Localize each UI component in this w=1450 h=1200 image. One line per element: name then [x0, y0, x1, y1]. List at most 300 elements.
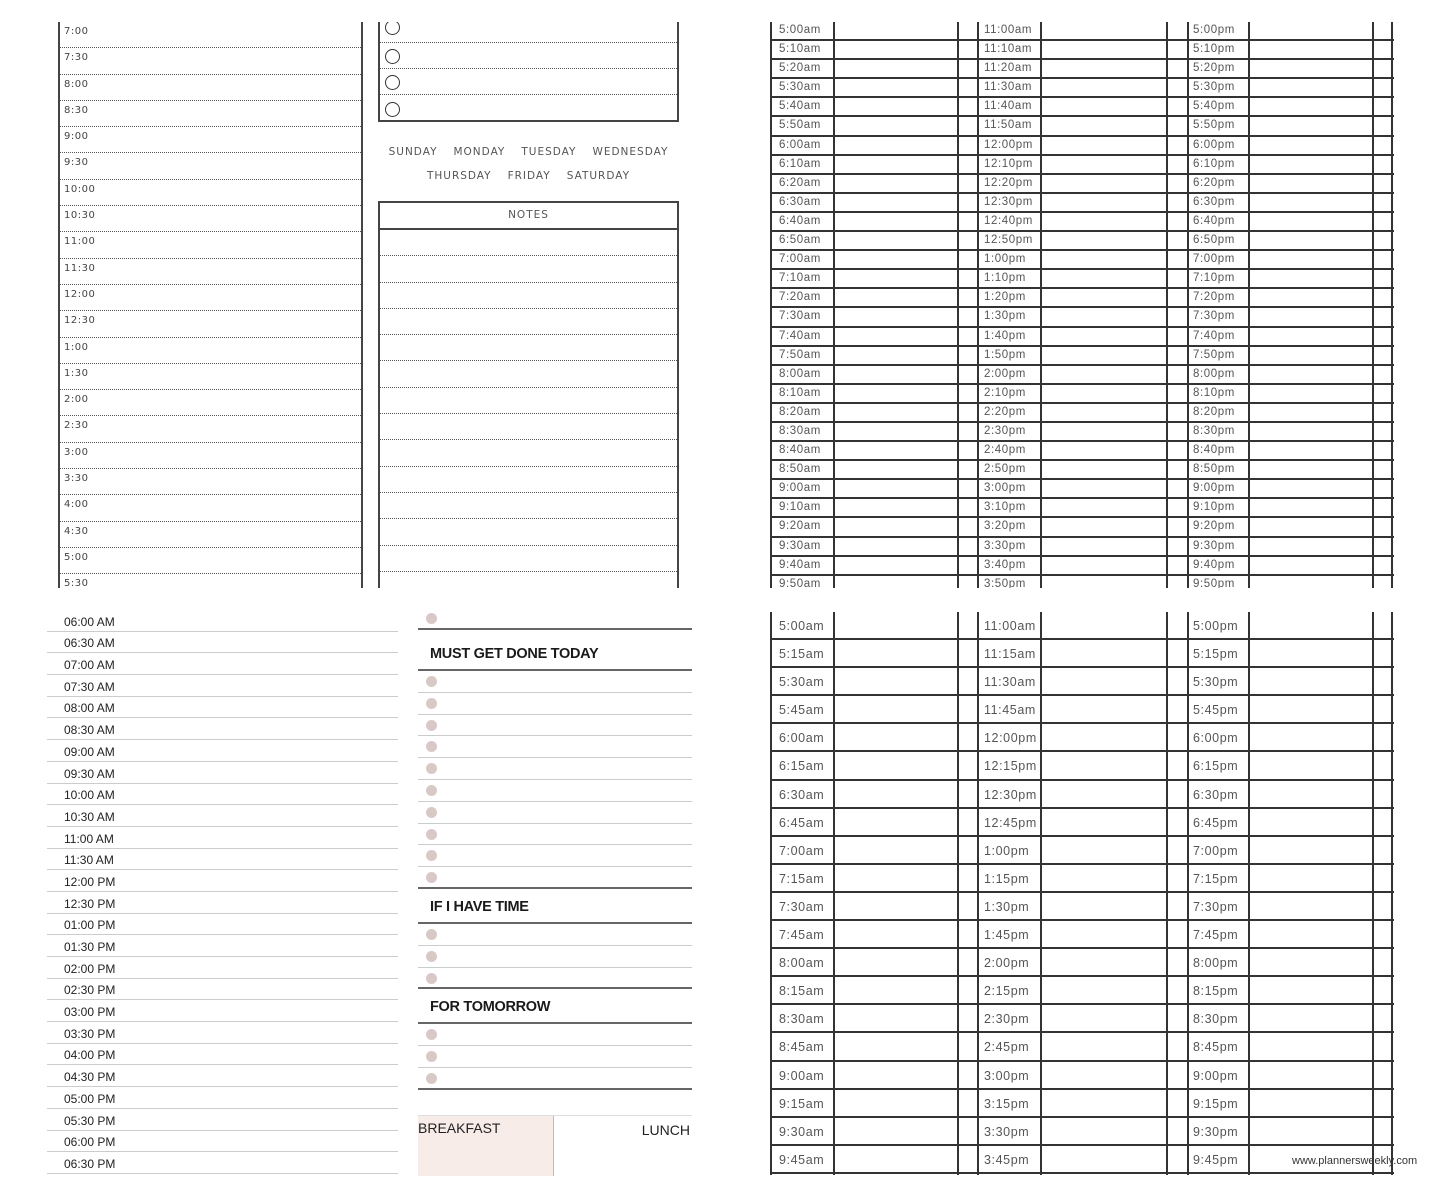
time-label: 10:00 AM	[64, 788, 115, 803]
time-label: 2:40pm	[984, 444, 1026, 457]
time-label: 9:20pm	[1193, 520, 1235, 533]
time-label: 4:30	[64, 525, 89, 537]
time-label: 1:00	[64, 341, 89, 353]
grid-row	[770, 385, 1394, 404]
grid-row	[770, 480, 1394, 499]
time-label: 10:30 AM	[64, 809, 115, 824]
grid-column-line	[1372, 22, 1374, 588]
grid-row	[770, 251, 1394, 270]
schedule-row	[47, 1087, 398, 1109]
time-label: 11:20am	[984, 62, 1033, 75]
time-label: 8:00pm	[1193, 367, 1235, 380]
time-label: 7:10pm	[1193, 272, 1235, 285]
time-label: 6:30pm	[1193, 787, 1239, 802]
bullet-dot-icon	[426, 676, 437, 687]
time-label: 6:00pm	[1193, 138, 1235, 151]
grid-row	[770, 289, 1394, 308]
time-label: 12:00 PM	[64, 874, 116, 889]
breakfast-box	[418, 1116, 554, 1176]
grid-row	[770, 557, 1394, 576]
time-label: 10:00	[64, 183, 96, 195]
grid-column-line	[1372, 612, 1374, 1175]
bullet-dot-icon	[426, 872, 437, 883]
grid-row	[770, 893, 1394, 921]
time-label: 1:15pm	[984, 871, 1030, 886]
grid-row	[770, 461, 1394, 480]
time-label: 5:40am	[779, 100, 821, 113]
time-label: 12:00pm	[984, 138, 1033, 151]
schedule-row	[60, 259, 361, 285]
schedule-row	[47, 892, 398, 914]
task-row	[418, 924, 692, 946]
time-label: 12:30pm	[984, 787, 1037, 802]
checkbox-circle-icon	[385, 75, 400, 90]
time-label: 9:00pm	[1193, 1068, 1239, 1083]
time-label: 5:40pm	[1193, 100, 1235, 113]
grid-row	[770, 576, 1394, 588]
time-label: 11:15am	[984, 647, 1036, 662]
time-label: 8:50am	[779, 463, 821, 476]
time-label: 01:30 PM	[64, 940, 116, 954]
time-label: 6:00pm	[1193, 731, 1239, 746]
schedule-row	[47, 1022, 398, 1044]
time-label: 7:30pm	[1193, 899, 1239, 914]
grid-row	[770, 156, 1394, 175]
time-label: 8:30pm	[1193, 1012, 1239, 1027]
time-label: 9:40pm	[1193, 558, 1235, 571]
grid-column-line	[833, 612, 835, 1175]
time-label: 6:00am	[779, 138, 821, 151]
time-label: 5:00am	[779, 619, 825, 633]
task-row	[418, 867, 692, 889]
time-label: 1:30pm	[984, 899, 1030, 914]
notes-line	[380, 519, 677, 545]
time-label: 7:00am	[779, 253, 821, 266]
notes-line	[380, 440, 677, 466]
time-label: 7:40am	[779, 329, 821, 342]
time-label: 5:45am	[779, 703, 825, 718]
schedule-row	[60, 48, 361, 74]
grid-row	[770, 538, 1394, 557]
grid-column-line	[833, 22, 835, 588]
time-label: 11:40am	[984, 100, 1033, 113]
schedule-row	[47, 1044, 398, 1066]
time-label: 2:50pm	[984, 463, 1026, 476]
time-label: 5:30am	[779, 675, 825, 690]
time-label: 12:00pm	[984, 731, 1037, 746]
time-label: 8:45pm	[1193, 1040, 1239, 1055]
grid-row	[770, 837, 1394, 865]
time-label: 5:30am	[779, 81, 821, 94]
time-label: 6:50pm	[1193, 234, 1235, 247]
weekday-friday: FRIDAY	[507, 170, 551, 182]
schedule-row	[47, 1000, 398, 1022]
task-row	[418, 715, 692, 737]
time-label: 12:40pm	[984, 214, 1033, 227]
time-label: 11:30 AM	[64, 853, 114, 868]
notes-line	[380, 335, 677, 361]
time-label: 11:50am	[984, 119, 1033, 132]
notes-line	[380, 256, 677, 282]
time-label: 8:20am	[779, 405, 821, 418]
time-label: 8:15pm	[1193, 984, 1239, 999]
bullet-dot-icon	[426, 741, 437, 752]
time-label: 1:00pm	[984, 843, 1030, 858]
time-label: 2:00	[64, 394, 89, 406]
time-label: 9:15pm	[1193, 1096, 1239, 1111]
schedule-row	[47, 957, 398, 979]
schedule-row	[47, 849, 398, 871]
time-label: 5:10pm	[1193, 43, 1235, 56]
grid-row	[770, 404, 1394, 423]
grid-row	[770, 865, 1394, 893]
time-label: 9:00am	[779, 482, 821, 495]
time-label: 7:15pm	[1193, 871, 1239, 886]
time-label: 3:10pm	[984, 501, 1026, 514]
time-label: 01:00 PM	[64, 918, 116, 933]
weekday-thursday: THURSDAY	[426, 170, 492, 182]
task-row	[418, 780, 692, 802]
schedule-row	[60, 232, 361, 258]
time-label: 8:40pm	[1193, 444, 1235, 457]
time-label: 2:45pm	[984, 1040, 1030, 1055]
time-label: 5:30pm	[1193, 81, 1235, 94]
time-label: 5:30	[64, 578, 89, 588]
fifteen-minute-grid	[770, 612, 1394, 1175]
bullet-dot-icon	[426, 951, 437, 962]
schedule-row	[60, 101, 361, 127]
bullet-dot-icon	[426, 1029, 437, 1040]
schedule-row	[47, 1131, 398, 1153]
task-row	[418, 845, 692, 867]
weekday-row-2	[378, 164, 679, 188]
time-label: 6:45pm	[1193, 815, 1239, 830]
time-label: 12:50pm	[984, 234, 1033, 247]
notes-line	[380, 361, 677, 387]
bullet-dot-icon	[426, 973, 437, 984]
schedule-row	[47, 632, 398, 654]
time-label: 11:10am	[984, 43, 1033, 56]
time-label: 8:30pm	[1193, 424, 1235, 437]
bullet-dot-icon	[426, 1073, 437, 1084]
time-label: 5:00pm	[1193, 619, 1239, 633]
grid-row	[770, 98, 1394, 117]
time-label: 8:10am	[779, 386, 821, 399]
schedule-row	[60, 22, 361, 48]
weekday-sunday: SUNDAY	[388, 146, 438, 158]
bullet-dot-icon	[426, 829, 437, 840]
schedule-row	[60, 285, 361, 311]
time-label: 7:00am	[779, 843, 825, 858]
time-label: 6:00am	[779, 731, 825, 746]
time-label: 05:30 PM	[64, 1113, 116, 1128]
grid-column-line	[770, 22, 772, 588]
time-label: 1:30pm	[984, 310, 1026, 323]
time-label: 06:30 AM	[64, 636, 115, 651]
grid-row	[770, 270, 1394, 289]
time-label: 2:30	[64, 420, 89, 432]
meal-planner	[418, 1115, 692, 1178]
grid-row	[770, 1033, 1394, 1061]
time-label: 6:50am	[779, 234, 821, 247]
grid-row	[770, 949, 1394, 977]
todo-row	[380, 22, 677, 43]
schedule-row	[60, 548, 361, 574]
time-label: 06:00 AM	[64, 614, 115, 629]
schedule-row	[60, 311, 361, 337]
time-label: 12:30 PM	[64, 896, 116, 911]
time-label: 5:10am	[779, 43, 821, 56]
checkbox-circle-icon	[385, 102, 400, 117]
grid-column-line	[957, 612, 959, 1175]
watermark: www.plannersweekly.com	[1292, 1155, 1418, 1167]
schedule-row	[47, 675, 398, 697]
grid-row	[770, 612, 1394, 640]
time-label: 1:45pm	[984, 928, 1030, 943]
time-label: 5:15am	[779, 647, 825, 662]
time-label: 11:30am	[984, 675, 1036, 690]
grid-column-line	[957, 22, 959, 588]
task-lists	[418, 608, 692, 1090]
weekday-selector	[378, 140, 679, 188]
lunch-box	[642, 1120, 690, 1139]
checkbox-circle-icon	[385, 22, 400, 35]
task-row	[418, 608, 692, 630]
time-label: 6:15pm	[1193, 759, 1239, 774]
time-label: 09:30 AM	[64, 766, 115, 781]
task-row	[418, 968, 692, 990]
schedule-row	[60, 180, 361, 206]
time-label: 5:50am	[779, 119, 821, 132]
time-label: 6:20am	[779, 176, 821, 189]
grid-column-line	[770, 612, 772, 1175]
section-header	[418, 630, 692, 671]
time-label: 05:00 PM	[64, 1091, 116, 1106]
notes-line	[380, 493, 677, 519]
time-label: 1:20pm	[984, 291, 1026, 304]
task-row	[418, 802, 692, 824]
time-label: 9:30	[64, 157, 89, 169]
time-label: 10:30	[64, 210, 96, 222]
weekday-saturday: SATURDAY	[566, 170, 631, 182]
weekday-row-1	[378, 140, 679, 164]
task-row	[418, 693, 692, 715]
time-label: 11:00	[64, 236, 96, 248]
task-row	[418, 758, 692, 780]
grid-row	[770, 640, 1394, 668]
grid-row	[770, 1118, 1394, 1146]
time-label: 7:30	[64, 52, 89, 64]
time-label: 02:00 PM	[64, 961, 116, 976]
grid-row	[770, 41, 1394, 60]
time-label: 8:30am	[779, 1012, 825, 1027]
time-label: 8:30am	[779, 424, 821, 437]
grid-column-line	[1248, 612, 1250, 1175]
grid-column-line	[1166, 612, 1168, 1175]
todo-checklist	[378, 22, 679, 122]
grid-row	[770, 347, 1394, 366]
time-label: 1:50pm	[984, 348, 1026, 361]
time-label: 12:10pm	[984, 157, 1033, 170]
time-label: 12:30	[64, 315, 96, 327]
grid-column-line	[977, 22, 979, 588]
grid-column-line	[1248, 22, 1250, 588]
time-label: 7:00pm	[1193, 253, 1235, 266]
task-row	[418, 1046, 692, 1068]
grid-row	[770, 442, 1394, 461]
time-label: 9:10am	[779, 501, 821, 514]
grid-row	[770, 809, 1394, 837]
bullet-dot-icon	[426, 698, 437, 709]
time-label: 6:40pm	[1193, 214, 1235, 227]
time-label: 1:40pm	[984, 329, 1026, 342]
schedule-row	[47, 827, 398, 849]
notes-box	[378, 201, 679, 588]
grid-row	[770, 752, 1394, 780]
schedule-row	[60, 522, 361, 548]
bullet-dot-icon	[426, 763, 437, 774]
time-label: 5:15pm	[1193, 647, 1239, 662]
grid-column-line	[1187, 612, 1189, 1175]
grid-row	[770, 308, 1394, 327]
time-label: 8:15am	[779, 984, 825, 999]
time-label: 6:40am	[779, 214, 821, 227]
task-row	[418, 824, 692, 846]
grid-row	[770, 724, 1394, 752]
grid-row	[770, 117, 1394, 136]
time-label: 6:30pm	[1193, 195, 1235, 208]
time-label: 6:45am	[779, 815, 825, 830]
daily-schedule-dotted	[58, 22, 363, 588]
schedule-row	[47, 1065, 398, 1087]
time-label: 8:00am	[779, 956, 825, 971]
schedule-row	[47, 718, 398, 740]
grid-row	[770, 194, 1394, 213]
time-label: 2:15pm	[984, 984, 1030, 999]
task-row	[418, 946, 692, 968]
schedule-row	[47, 805, 398, 827]
grid-row	[770, 696, 1394, 724]
time-label: 9:30pm	[1193, 1124, 1239, 1139]
grid-column-line	[1391, 612, 1393, 1175]
time-label: 8:10pm	[1193, 386, 1235, 399]
time-label: 11:45am	[984, 703, 1036, 718]
grid-row	[770, 213, 1394, 232]
grid-row	[770, 499, 1394, 518]
schedule-row	[60, 416, 361, 442]
notes-line	[380, 467, 677, 493]
time-label: 7:20am	[779, 291, 821, 304]
time-label: 7:30am	[779, 899, 825, 914]
schedule-row	[60, 153, 361, 179]
grid-row	[770, 175, 1394, 194]
schedule-row	[60, 75, 361, 101]
time-label: 9:10pm	[1193, 501, 1235, 514]
schedule-row	[47, 979, 398, 1001]
schedule-row	[47, 870, 398, 892]
grid-row	[770, 668, 1394, 696]
checkbox-circle-icon	[385, 49, 400, 64]
time-label: 9:15am	[779, 1096, 825, 1111]
time-label: 5:45pm	[1193, 703, 1239, 718]
time-label: 3:20pm	[984, 520, 1026, 533]
time-label: 7:40pm	[1193, 329, 1235, 342]
time-label: 5:50pm	[1193, 119, 1235, 132]
time-label: 12:00	[64, 288, 96, 300]
time-label: 11:00am	[984, 24, 1033, 36]
time-label: 7:15am	[779, 871, 825, 886]
schedule-row	[47, 784, 398, 806]
half-hour-schedule	[47, 610, 398, 1176]
time-label: 2:30pm	[984, 1012, 1030, 1027]
grid-row	[770, 366, 1394, 385]
time-label: 12:20pm	[984, 176, 1033, 189]
notes-line	[380, 546, 677, 572]
time-label: 2:10pm	[984, 386, 1026, 399]
notes-title: NOTES	[380, 203, 677, 230]
time-label: 3:00pm	[984, 1068, 1030, 1083]
grid-column-line	[1040, 22, 1042, 588]
todo-row	[380, 43, 677, 69]
time-label: 12:15pm	[984, 759, 1037, 774]
schedule-row	[60, 390, 361, 416]
grid-row	[770, 781, 1394, 809]
time-label: 8:00pm	[1193, 956, 1239, 971]
time-label: 3:30pm	[984, 539, 1026, 552]
time-label: 08:00 AM	[64, 701, 115, 716]
schedule-row	[47, 914, 398, 936]
time-label: 2:20pm	[984, 405, 1026, 418]
time-label: 3:40pm	[984, 558, 1026, 571]
time-label: 11:30am	[984, 81, 1033, 94]
time-label: 11:00am	[984, 619, 1036, 633]
bullet-dot-icon	[426, 785, 437, 796]
time-label: 03:00 PM	[64, 1005, 116, 1020]
time-label: 11:00 AM	[64, 831, 114, 846]
grid-row	[770, 1005, 1394, 1033]
time-label: 9:45am	[779, 1152, 825, 1167]
time-label: 7:45am	[779, 928, 825, 943]
task-row	[418, 671, 692, 693]
section-header	[418, 989, 692, 1024]
time-label: 7:50pm	[1193, 348, 1235, 361]
todo-row	[380, 95, 677, 121]
time-label: 6:30am	[779, 195, 821, 208]
schedule-row	[60, 338, 361, 364]
time-label: 3:00pm	[984, 482, 1026, 495]
time-label: 06:00 PM	[64, 1135, 116, 1150]
time-label: 07:30 AM	[64, 679, 115, 694]
todo-row	[380, 69, 677, 95]
grid-column-line	[1040, 612, 1042, 1175]
time-label: 06:30 PM	[64, 1156, 116, 1171]
time-label: 08:30 AM	[64, 723, 115, 738]
task-row	[418, 1024, 692, 1046]
time-label: 12:30pm	[984, 195, 1033, 208]
notes-line	[380, 309, 677, 335]
schedule-row	[60, 574, 361, 588]
time-label: 5:20am	[779, 62, 821, 75]
time-label: 7:45pm	[1193, 928, 1239, 943]
schedule-row	[60, 364, 361, 390]
notes-line	[380, 414, 677, 440]
schedule-row	[47, 610, 398, 632]
grid-column-line	[977, 612, 979, 1175]
time-label: 04:30 PM	[64, 1070, 116, 1085]
schedule-row	[60, 443, 361, 469]
schedule-row	[60, 206, 361, 232]
section-header	[418, 889, 692, 924]
